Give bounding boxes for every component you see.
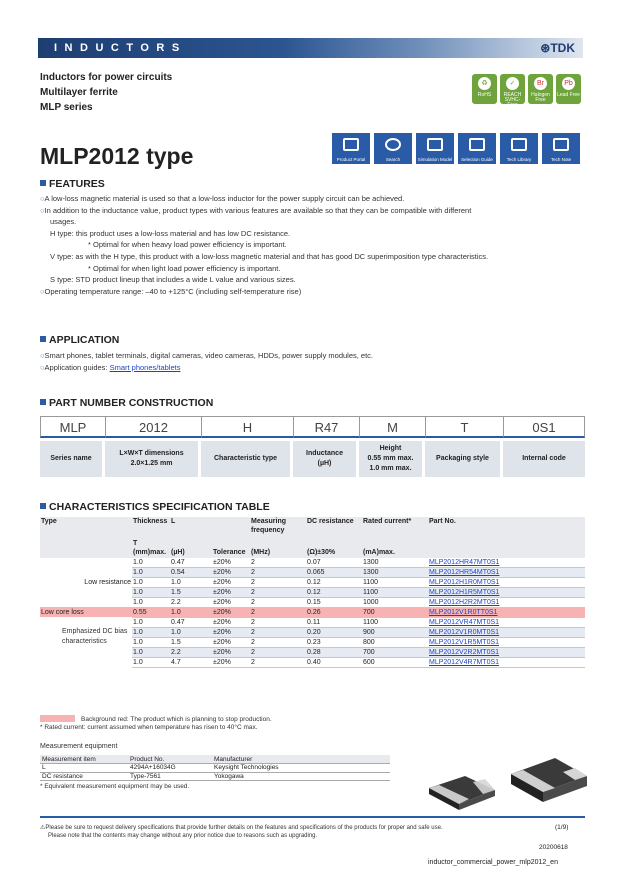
table-row: 1.0 0.54 ±20% 2 0.065 1300 MLP2012HR54MT0S1 xyxy=(40,567,585,577)
warning-icon: ⚠ xyxy=(40,825,46,831)
table-row: Low resistance 1.0 1.0 ±20% 2 0.12 1100 MLP2012H1R0MT0S1 xyxy=(40,577,585,587)
measurement-title: Measurement equipment xyxy=(40,743,118,750)
rated-current-note: * Rated current: current assumed when temperature has risen to 40°C max. xyxy=(40,724,258,731)
part-number-link[interactable]: MLP2012VR47MT0S1 xyxy=(429,618,500,626)
application-list: ○Smart phones, tablet terminals, digital cameras, video cameras, HDDs, power supply modules, etc. ○Application guides: Smart phones/tablets xyxy=(40,351,374,372)
features-heading: FEATURES xyxy=(40,178,105,190)
reach-badge-icon: ✓ REACH SVHC-Free xyxy=(500,74,525,104)
category-banner: INDUCTORS ⊛TDK xyxy=(38,38,583,58)
tech-note-icon[interactable]: Tech Note xyxy=(542,133,580,164)
part-number-link[interactable]: MLP2012H2R2MT0S1 xyxy=(429,598,500,606)
lead-free-badge-icon: Pb Lead Free xyxy=(556,74,581,104)
part-number-link[interactable]: MLP2012HR54MT0S1 xyxy=(429,568,500,576)
measurement-table: Measurement item Product No. Manufacturer L 4294A+16034G Keysight Technologies DC resistance Type-7561 Yokogawa xyxy=(40,755,390,781)
characteristics-table: Type Thickness L Measuring frequency DC resistance Rated current* Part No. T (mm)max. (µH) Tolerance (MHz) (Ω)±30% (mA)max. 1.0 0.47 ±20% 2 0.07 1300 MLP2012HR47MT0S1 1.0 0.54 ±20% 2 0.065 1300 MLP2012HR54MT0S1 Low resistance 1.0 1.0 ±20% 2 0.12 1100 MLP2012H1R0MT0S1 1.0 1.5 ±20% 2 0.12 1100 MLP2012H1R5MT0S1 1.0 2.2 ±20% 2 0.15 1000 MLP2012H2R2MT0S1 Low core loss 0.55 1.0 ±20% 2 0.26 700 MLP2012V1R0TT0S1 1.0 0.47 ±20% 2 0.11 1100 MLP2012VR47MT0S1 Emphasized DC bias characteristics 1.0 1.0 ±20% 2 0.20 900 MLP2012V1R0MT0S1 1.0 1.5 ±20% 2 0.23 800 MLP2012V1R5MT0S1 1.0 2.2 ±20% 2 0.28 700 MLP2012V2R2MT0S1 1.0 4.7 ±20% 2 0.40 600 MLP2012V4R7MT0S1 xyxy=(40,517,585,668)
compliance-badges xyxy=(472,74,581,108)
part-number-link[interactable]: MLP2012V4R7MT0S1 xyxy=(429,658,500,666)
features-list: ○A low-loss magnetic material is used so that a low-loss inductor for the power supply circuit can be achieved. ○In addition to the inductance value, product types with various features are available so that they can be compatible with different usages. H type: this product uses a low-loss material and has low DC resistance. * Optimal for when heavy load power efficiency is important. V type: as with the H type, this product with a low-loss magnetic material and that has good DC superimposition type characteristics. * Optimal for when light load power efficiency is important. S type: STD product lineup that includes a wide L value and various sizes. ○Operating temperature range: –40 to +125°C (including self-temperature rise) xyxy=(40,194,489,296)
part-number-link[interactable]: MLP2012V1R0TT0S1 xyxy=(429,608,498,616)
chip-left-image xyxy=(429,776,495,810)
application-heading: APPLICATION xyxy=(40,334,119,346)
part-number-link[interactable]: MLP2012V1R5MT0S1 xyxy=(429,638,500,646)
part-number-labels: Series name L×W×T dimensions 2.0×1.25 mm Characteristic type Inductance (µH) Height 0.55 mm max. 1.0 mm max. Packaging style Internal code xyxy=(40,441,585,477)
halogen-free-badge-icon: Br Halogen Free xyxy=(528,74,553,104)
page-title: MLP2012 type xyxy=(40,143,194,169)
series-heading: Inductors for power circuits Multilayer ferrite MLP series xyxy=(40,72,173,113)
red-legend-swatch xyxy=(40,715,75,722)
tech-library-icon[interactable]: Tech Library xyxy=(500,133,538,164)
table-row: 1.0 2.2 ±20% 2 0.28 700 MLP2012V2R2MT0S1 xyxy=(40,647,585,657)
characteristics-heading: CHARACTERISTICS SPECIFICATION TABLE xyxy=(40,501,270,513)
tdk-logo: ⊛TDK xyxy=(540,41,575,55)
part-number-link[interactable]: MLP2012V1R0MT0S1 xyxy=(429,628,500,636)
part-number-link[interactable]: MLP2012H1R0MT0S1 xyxy=(429,578,500,586)
footer-divider xyxy=(40,816,585,818)
part-number-link[interactable]: MLP2012HR47MT0S1 xyxy=(429,558,500,566)
legend-note: Background red: The product which is planning to stop production. xyxy=(40,715,272,723)
search-icon[interactable]: Search xyxy=(374,133,412,164)
product-photo xyxy=(425,748,590,816)
part-number-codes: MLP 2012 H R47 M T 0S1 xyxy=(40,416,585,438)
table-row: Emphasized DC bias characteristics 1.0 1.0 ±20% 2 0.20 900 MLP2012V1R0MT0S1 xyxy=(40,627,585,637)
resource-icon-bar xyxy=(332,133,580,164)
table-row: Low core loss 0.55 1.0 ±20% 2 0.26 700 MLP2012V1R0TT0S1 xyxy=(40,607,585,617)
table-row: 1.0 4.7 ±20% 2 0.40 600 MLP2012V4R7MT0S1 xyxy=(40,657,585,667)
table-row: 1.0 1.5 ±20% 2 0.12 1100 MLP2012H1R5MT0S1 xyxy=(40,587,585,597)
document-date: 20200618 xyxy=(539,844,568,851)
page-number: (1/9) xyxy=(555,824,569,831)
selection-guide-icon[interactable]: Selection Guide xyxy=(458,133,496,164)
table-row: 1.0 0.47 ±20% 2 0.11 1100 MLP2012VR47MT0S1 xyxy=(40,617,585,627)
measurement-note: * Equivalent measurement equipment may be used. xyxy=(40,783,190,790)
rohs-badge-icon: ♻ RoHS xyxy=(472,74,497,104)
document-filename: inductor_commercial_power_mlp2012_en xyxy=(428,859,558,866)
table-row: 1.0 0.47 ±20% 2 0.07 1300 MLP2012HR47MT0S1 xyxy=(40,558,585,568)
smart-phones-guide-link[interactable]: Smart phones/tablets xyxy=(109,362,181,372)
part-number-heading: PART NUMBER CONSTRUCTION xyxy=(40,397,213,409)
table-row: 1.0 2.2 ±20% 2 0.15 1000 MLP2012H2R2MT0S1 xyxy=(40,597,585,607)
table-row: 1.0 1.5 ±20% 2 0.23 800 MLP2012V1R5MT0S1 xyxy=(40,637,585,647)
part-number-link[interactable]: MLP2012H1R5MT0S1 xyxy=(429,588,500,596)
chip-right-image xyxy=(511,758,587,802)
product-portal-icon[interactable]: Product Portal xyxy=(332,133,370,164)
part-number-link[interactable]: MLP2012V2R2MT0S1 xyxy=(429,648,500,656)
simulation-model-icon[interactable]: Simulation Model xyxy=(416,133,454,164)
footer-disclaimer: ⚠Please be sure to request delivery specifications that provide further details on the features and specifications of the products for proper and safe use. Please note that the contents may change without any prior notice due to reasons such as upgrading. xyxy=(40,825,443,839)
